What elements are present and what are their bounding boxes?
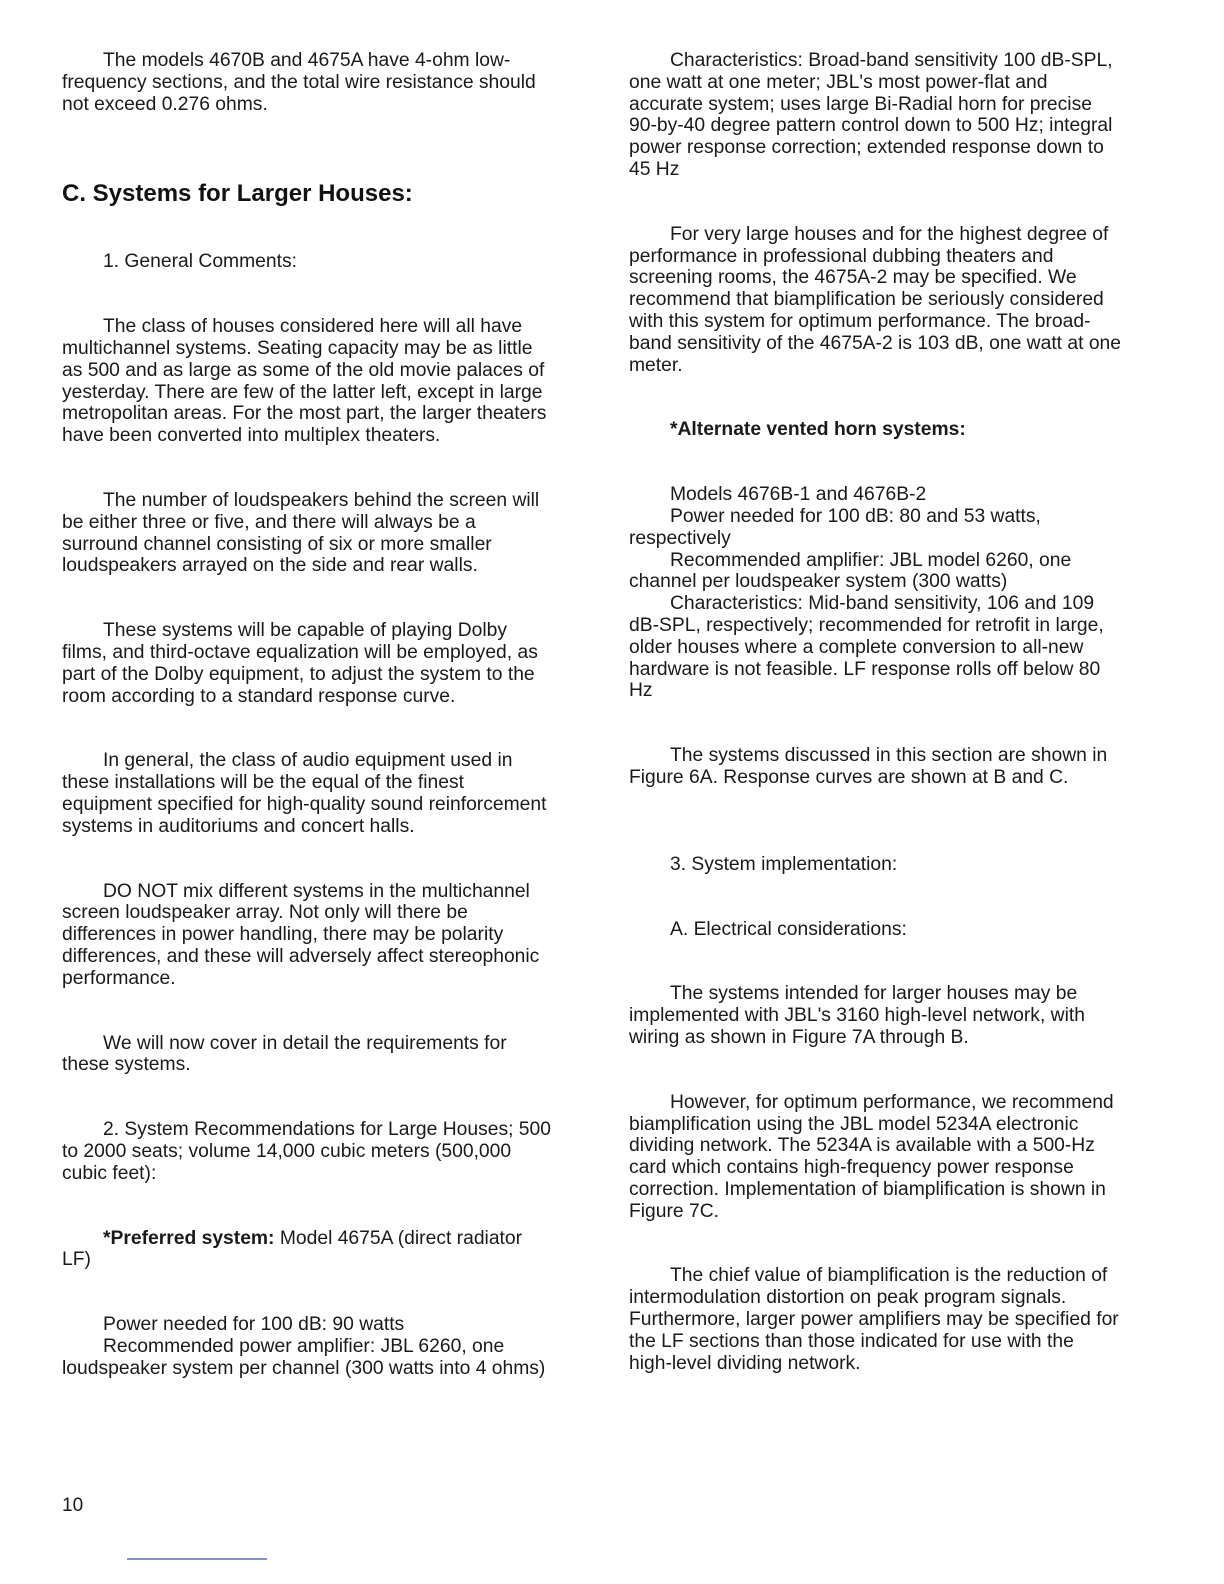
alternate-recommended-amplifier: Recommended amplifier: JBL model 6260, one channel per loudspeaker system (300 watts) xyxy=(629,549,1072,593)
spacer xyxy=(62,1076,554,1119)
footer-rule xyxy=(127,1558,267,1560)
spacer xyxy=(62,990,554,1033)
preferred-system xyxy=(62,1228,554,1272)
spacer xyxy=(62,707,554,750)
spacer xyxy=(62,1271,554,1314)
paragraph-audio-equipment: In general, the class of audio equipment used in these installations will be the equal of the finest equipment specified for high-quality sound reinforcement systems in auditoriums and concert halls. xyxy=(62,750,547,837)
section-heading-larger-houses: C. Systems for Larger Houses: xyxy=(62,180,413,208)
spacer xyxy=(629,1222,1121,1265)
spacer xyxy=(62,447,554,490)
page-number: 10 xyxy=(62,1495,84,1516)
left-column xyxy=(62,50,554,1379)
paragraph-wire-resistance: The models 4670B and 4675A have 4-ohm low-frequency sections, and the total wire resistance should not exceed 0.276 ohms. xyxy=(62,50,536,115)
right-column xyxy=(629,50,1121,1374)
paragraph-class-of-houses: The class of houses considered here will all have multichannel systems. Seating capacity may be as little as 500 and as large as some of the old movie palaces of yesterday. There are few of the latter left, except in large metropolitan areas. For the most part, the larger theaters have been converted into multiplex theaters. xyxy=(62,316,547,447)
spacer xyxy=(629,181,1121,224)
paragraph-5234a-network: However, for optimum performance, we recommend biamplification using the JBL model 5234A electronic dividing network. The 5234A is available with a 500-Hz card which contains high-frequency power response correction. Implementation of biamplification is shown in Figure 7C. xyxy=(629,1091,1114,1222)
spacer xyxy=(629,789,1121,854)
paragraph-figures: The systems discussed in this section are shown in Figure 6A. Response curves are shown at B and C. xyxy=(629,745,1108,788)
alternate-models: Models 4676B-1 and 4676B-2 xyxy=(670,484,927,506)
subheading-general-comments: 1. General Comments: xyxy=(103,251,297,273)
spacer xyxy=(629,940,1121,983)
spacer xyxy=(62,1185,554,1228)
preferred-system-label: *Preferred system: xyxy=(103,1227,275,1249)
spacer xyxy=(629,1049,1121,1092)
paragraph-do-not-mix: DO NOT mix different systems in the multichannel screen loudspeaker array. Not only will there be differences in power handling, there may be polarity differences, and these will adversely affect stereophonic performance. xyxy=(62,880,540,989)
paragraph-cover-requirements: We will now cover in detail the requirements for these systems. xyxy=(62,1032,507,1076)
paragraph-very-large-houses: For very large houses and for the highest degree of performance in professional dubbing theaters and screening rooms, the 4675A-2 may be specified. We recommend that biamplification be seriously considered with this system for optimum performance. The broad-band sensitivity of the 4675A-2 is 103 dB, one watt at one meter. xyxy=(629,223,1121,376)
preferred-system-text: Model 4675A (direct radiator LF) xyxy=(62,1227,523,1271)
subheading-system-implementation: 3. System implementation: xyxy=(670,853,898,875)
spacer xyxy=(62,208,554,251)
paragraph-number-of-loudspeakers: The number of loudspeakers behind the screen will be either three or five, and there will always be a surround channel consisting of six or more smaller loudspeakers arrayed on the side and rear walls. xyxy=(62,489,540,577)
subheading-system-recommendations: 2. System Recommendations for Large Houses; 500 to 2000 seats; volume 14,000 cubic meters (500,000 cubic feet): xyxy=(62,1119,551,1184)
recommended-power-amplifier: Recommended power amplifier: JBL 6260, one loudspeaker system per channel (300 watts into 4 ohms) xyxy=(62,1335,546,1379)
alternate-power-needed: Power needed for 100 dB: 80 and 53 watts, respectively xyxy=(629,505,1041,549)
subheading-electrical-considerations: A. Electrical considerations: xyxy=(670,918,907,940)
spacer xyxy=(629,376,1121,419)
spacer xyxy=(629,441,1121,484)
paragraph-3160-network: The systems intended for larger houses may be implemented with JBL's 3160 high-level network, with wiring as shown in Figure 7A through B. xyxy=(629,983,1085,1048)
power-needed: Power needed for 100 dB: 90 watts xyxy=(103,1314,405,1336)
paragraph-biamplification-value: The chief value of biamplification is the reduction of intermodulation distortion on peak program signals. Furthermore, larger power amplifiers may be specified for the LF sections than those indicated for use with the high-level dividing network. xyxy=(629,1265,1119,1374)
spacer xyxy=(629,876,1121,919)
spacer xyxy=(62,273,554,316)
spacer xyxy=(62,577,554,620)
spacer xyxy=(62,115,554,180)
paragraph-dolby: These systems will be capable of playing Dolby films, and third-octave equalization will be employed, as part of the Dolby equipment, to adjust the system to the room according to a standard response curve. xyxy=(62,620,538,707)
alternate-systems-heading: *Alternate vented horn systems: xyxy=(670,419,966,441)
spacer xyxy=(629,702,1121,745)
alternate-characteristics: Characteristics: Mid-band sensitivity, 106 and 109 dB-SPL, respectively; recommended for retrofit in large, older houses where a complete conversion to all-new hardware is not feasible. LF response rolls off below 80 Hz xyxy=(629,593,1104,702)
spacer xyxy=(62,838,554,881)
preferred-characteristics: Characteristics: Broad-band sensitivity 100 dB-SPL, one watt at one meter; JBL's most power-flat and accurate system; uses large Bi-Radial horn for precise 90-by-40 degree pattern control down to 500 Hz; integral power response correction; extended response down to 45 Hz xyxy=(629,50,1113,180)
